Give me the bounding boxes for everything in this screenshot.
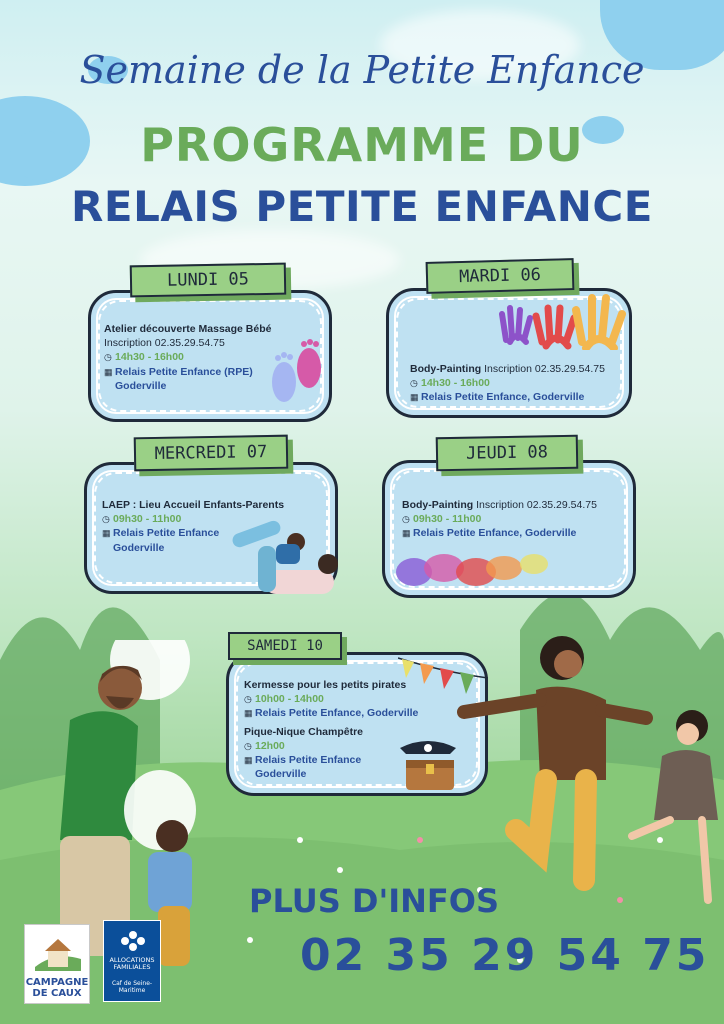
clock-icon: ◷ xyxy=(402,514,410,525)
time-lundi: 14h30 - 16h00 xyxy=(115,351,184,364)
campagne-logo-text: CAMPAGNE DE CAUX xyxy=(25,977,89,999)
tag-jeudi: JEUDI 08 xyxy=(436,435,579,471)
inscription-mardi: Inscription 02.35.29.54.75 xyxy=(481,363,605,375)
contact-phone: 02 35 29 54 75 xyxy=(300,930,710,981)
campagne-de-caux-logo xyxy=(24,924,90,1004)
treasure-chest-image xyxy=(394,734,464,794)
house-icon xyxy=(35,931,81,971)
building-icon: ▦ xyxy=(104,366,113,377)
place2b-samedi: Goderville xyxy=(255,768,307,781)
activity-mardi: Body-Painting xyxy=(410,363,482,375)
tag-mardi: MARDI 06 xyxy=(426,258,575,294)
building-icon: ▦ xyxy=(102,528,111,539)
baby-feet-image xyxy=(264,338,330,408)
building-icon: ▦ xyxy=(410,392,419,403)
clock-icon: ◷ xyxy=(410,378,418,389)
place-mercredi: Relais Petite Enfance xyxy=(113,527,220,540)
caf-logo-subtext: Caf de Seine-Maritime xyxy=(111,980,153,995)
more-info-label: PLUS D'INFOS xyxy=(249,882,500,920)
caf-logo-text: ALLOCATIONS FAMILIALES xyxy=(109,956,155,972)
event-jeudi xyxy=(402,498,630,541)
tag-mercredi: MERCREDI 07 xyxy=(134,435,289,472)
activity-jeudi: Body-Painting xyxy=(402,499,474,511)
page-title-line1: PROGRAMME DU xyxy=(140,118,584,172)
activity-lundi: Atelier découverte Massage Bébé xyxy=(104,323,272,335)
place1-samedi: Relais Petite Enfance, Goderville xyxy=(255,707,419,720)
caf-logo xyxy=(103,920,161,1002)
clock-icon: ◷ xyxy=(244,740,252,751)
event-mardi xyxy=(410,362,630,405)
place-lundi: Relais Petite Enfance (RPE) xyxy=(115,365,253,378)
inscription-jeudi: Inscription 02.35.29.54.75 xyxy=(473,499,597,511)
paint-splash-image xyxy=(394,544,554,594)
time-mercredi: 09h30 - 11h00 xyxy=(113,513,182,526)
caf-emblem-icon xyxy=(118,927,148,955)
clock-icon: ◷ xyxy=(102,514,110,525)
page-title-line2: RELAIS PETITE ENFANCE xyxy=(71,182,653,231)
place-mardi: Relais Petite Enfance, Goderville xyxy=(421,391,585,404)
page-subtitle: Semaine de la Petite Enfance xyxy=(79,48,645,92)
place-jeudi: Relais Petite Enfance, Goderville xyxy=(413,527,577,540)
clock-icon: ◷ xyxy=(104,352,112,363)
building-icon: ▦ xyxy=(402,528,411,539)
mother-child-illustration xyxy=(456,630,724,920)
tag-lundi: LUNDI 05 xyxy=(130,263,287,298)
time2-samedi: 12h00 xyxy=(255,739,285,752)
handprints-image xyxy=(496,290,626,350)
activity2-samedi: Pique-Nique Champêtre xyxy=(244,725,364,738)
place2-samedi: Relais Petite Enfance xyxy=(255,753,362,766)
activity-mercredi: LAEP : Lieu Accueil Enfants-Parents xyxy=(102,499,285,511)
activity1-samedi: Kermesse pour les petits pirates xyxy=(244,679,407,691)
building-icon: ▦ xyxy=(244,754,253,765)
time1-samedi: 10h00 - 14h00 xyxy=(255,693,324,706)
time-jeudi: 09h30 - 11h00 xyxy=(413,513,482,526)
place2-lundi: Goderville xyxy=(115,379,167,392)
clock-icon: ◷ xyxy=(244,694,252,705)
inscription-lundi: Inscription 02.35.29.54.75 xyxy=(104,337,225,350)
parent-child-image xyxy=(214,506,344,602)
building-icon: ▦ xyxy=(244,708,253,719)
time-mardi: 14h30 - 16h00 xyxy=(421,377,490,390)
place2-mercredi: Goderville xyxy=(113,541,165,554)
tag-samedi: SAMEDI 10 xyxy=(228,632,342,660)
